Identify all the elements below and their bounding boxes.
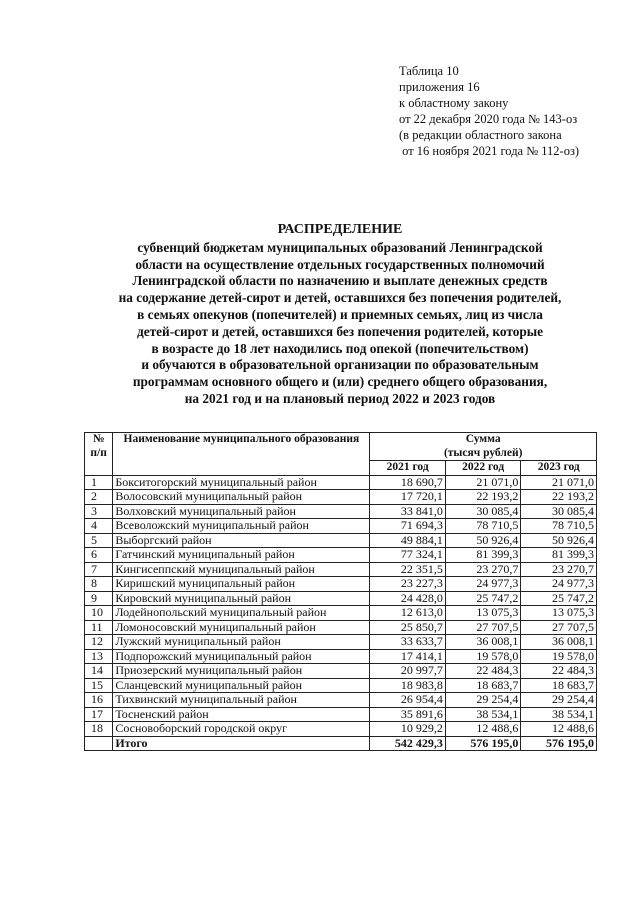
row-number: 17 xyxy=(85,707,113,722)
row-value-2022: 23 270,7 xyxy=(445,562,521,577)
header-line: (в редакции областного закона xyxy=(399,128,562,142)
row-value-2023: 23 270,7 xyxy=(521,562,597,577)
header-line: от 22 декабря 2020 года № 143-оз xyxy=(399,112,578,126)
table-row xyxy=(85,635,597,650)
header-year-2022: 2022 год xyxy=(445,461,521,476)
row-value-2021: 25 850,7 xyxy=(370,620,446,635)
row-value-2023: 30 085,4 xyxy=(521,504,597,519)
row-value-2021: 17 720,1 xyxy=(370,490,446,505)
table-row xyxy=(85,519,597,534)
row-value-2023: 50 926,4 xyxy=(521,533,597,548)
row-value-2023: 21 071,0 xyxy=(521,475,597,490)
header-year-2023: 2023 год xyxy=(521,461,597,476)
row-name: Гатчинский муниципальный район xyxy=(113,548,370,563)
row-value-2023: 12 488,6 xyxy=(521,722,597,737)
row-value-2023: 13 075,3 xyxy=(521,606,597,621)
title-line: и обучаются в образовательной организации по образовательным xyxy=(141,357,539,373)
total-number xyxy=(85,736,113,751)
row-value-2023: 81 399,3 xyxy=(521,548,597,563)
row-name: Сосновоборский городской округ xyxy=(113,722,370,737)
table-row xyxy=(85,664,597,679)
appendix-header xyxy=(399,63,579,159)
row-value-2022: 81 399,3 xyxy=(445,548,521,563)
total-value-2021: 542 429,3 xyxy=(370,736,446,751)
row-number: 6 xyxy=(85,548,113,563)
row-value-2022: 25 747,2 xyxy=(445,591,521,606)
table-row xyxy=(85,490,597,505)
row-number: 11 xyxy=(85,620,113,635)
row-value-2023: 19 578,0 xyxy=(521,649,597,664)
row-value-2022: 18 683,7 xyxy=(445,678,521,693)
row-value-2022: 13 075,3 xyxy=(445,606,521,621)
header-number: № п/п xyxy=(85,433,113,476)
row-number: 9 xyxy=(85,591,113,606)
row-value-2021: 20 997,7 xyxy=(370,664,446,679)
row-value-2022: 27 707,5 xyxy=(445,620,521,635)
title-line: программам основного общего и (или) среднего общего образования, xyxy=(132,374,548,390)
row-number: 10 xyxy=(85,606,113,621)
row-value-2023: 38 534,1 xyxy=(521,707,597,722)
row-value-2021: 18 690,7 xyxy=(370,475,446,490)
total-value-2023: 576 195,0 xyxy=(521,736,597,751)
row-value-2022: 36 008,1 xyxy=(445,635,521,650)
row-value-2022: 22 193,2 xyxy=(445,490,521,505)
row-name: Ломоносовский муниципальный район xyxy=(113,620,370,635)
title-line: Ленинградской области по назначению и выплате денежных средств xyxy=(132,273,548,289)
row-value-2023: 36 008,1 xyxy=(521,635,597,650)
row-number: 2 xyxy=(85,490,113,505)
row-value-2023: 18 683,7 xyxy=(521,678,597,693)
row-name: Киришский муниципальный район xyxy=(113,577,370,592)
title-line: на 2021 год и на плановый период 2022 и 2023 годов xyxy=(184,390,496,406)
header-year-2021: 2021 год xyxy=(370,461,446,476)
table-row xyxy=(85,707,597,722)
table-row xyxy=(85,620,597,635)
row-value-2023: 22 193,2 xyxy=(521,490,597,505)
row-number: 4 xyxy=(85,519,113,534)
row-value-2022: 29 254,4 xyxy=(445,693,521,708)
row-value-2022: 12 488,6 xyxy=(445,722,521,737)
title-main: РАСПРЕДЕЛЕНИЕ xyxy=(277,222,403,237)
row-value-2023: 27 707,5 xyxy=(521,620,597,635)
row-value-2022: 50 926,4 xyxy=(445,533,521,548)
row-number: 8 xyxy=(85,577,113,592)
distribution-table xyxy=(84,432,597,751)
table-row xyxy=(85,606,597,621)
header-line: Таблица 10 xyxy=(399,64,459,78)
row-value-2022: 22 484,3 xyxy=(445,664,521,679)
table-row xyxy=(85,475,597,490)
header-line: от 16 ноября 2021 года № 112-оз) xyxy=(399,144,580,158)
document-title xyxy=(80,222,600,408)
row-value-2021: 24 428,0 xyxy=(370,591,446,606)
row-value-2023: 78 710,5 xyxy=(521,519,597,534)
table-row xyxy=(85,722,597,737)
table-row xyxy=(85,693,597,708)
table-body xyxy=(85,475,597,751)
row-value-2021: 71 694,3 xyxy=(370,519,446,534)
row-number: 5 xyxy=(85,533,113,548)
row-number: 13 xyxy=(85,649,113,664)
title-line: области на осуществление отдельных государственных полномочий xyxy=(135,256,545,272)
row-value-2021: 17 414,1 xyxy=(370,649,446,664)
row-value-2022: 78 710,5 xyxy=(445,519,521,534)
row-value-2023: 22 484,3 xyxy=(521,664,597,679)
table-row xyxy=(85,591,597,606)
row-value-2023: 24 977,3 xyxy=(521,577,597,592)
total-label: Итого xyxy=(113,736,370,751)
row-value-2021: 18 983,8 xyxy=(370,678,446,693)
row-number: 1 xyxy=(85,475,113,490)
row-name: Кировский муниципальный район xyxy=(113,591,370,606)
row-value-2021: 26 954,4 xyxy=(370,693,446,708)
row-name: Тосненский район xyxy=(113,707,370,722)
table-row xyxy=(85,533,597,548)
table-row xyxy=(85,577,597,592)
header-sum-label: Сумма xyxy=(465,433,501,445)
row-value-2023: 25 747,2 xyxy=(521,591,597,606)
header-sum xyxy=(370,433,597,461)
table-row xyxy=(85,548,597,563)
row-name: Сланцевский муниципальный район xyxy=(113,678,370,693)
row-name: Лужский муниципальный район xyxy=(113,635,370,650)
row-value-2021: 12 613,0 xyxy=(370,606,446,621)
row-name: Лодейнопольский муниципальный район xyxy=(113,606,370,621)
row-name: Тихвинский муниципальный район xyxy=(113,693,370,708)
total-value-2022: 576 195,0 xyxy=(445,736,521,751)
row-number: 7 xyxy=(85,562,113,577)
title-line: в семьях опекунов (попечителей) и приемных семьях, лиц из числа xyxy=(137,306,543,322)
row-name: Кингисеппский муниципальный район xyxy=(113,562,370,577)
header-line: приложения 16 xyxy=(399,80,480,94)
table-row xyxy=(85,678,597,693)
row-number: 18 xyxy=(85,722,113,737)
row-name: Всеволожский муниципальный район xyxy=(113,519,370,534)
row-value-2022: 19 578,0 xyxy=(445,649,521,664)
row-number: 14 xyxy=(85,664,113,679)
row-name: Приозерский муниципальный район xyxy=(113,664,370,679)
title-line: субвенций бюджетам муниципальных образований Ленинградской xyxy=(137,239,543,255)
row-value-2022: 38 534,1 xyxy=(445,707,521,722)
row-number: 16 xyxy=(85,693,113,708)
row-value-2023: 29 254,4 xyxy=(521,693,597,708)
header-line: к областному закону xyxy=(399,96,509,110)
row-value-2021: 49 884,1 xyxy=(370,533,446,548)
row-number: 15 xyxy=(85,678,113,693)
table-row xyxy=(85,649,597,664)
header-sum-unit: (тысяч рублей) xyxy=(443,446,523,459)
row-value-2021: 22 351,5 xyxy=(370,562,446,577)
row-number: 12 xyxy=(85,635,113,650)
row-name: Подпорожский муниципальный район xyxy=(113,649,370,664)
row-name: Выборгский район xyxy=(113,533,370,548)
table-row xyxy=(85,504,597,519)
row-value-2021: 10 929,2 xyxy=(370,722,446,737)
title-line: детей-сирот и детей, оставшихся без попечения родителей, которые xyxy=(136,323,544,339)
row-number: 3 xyxy=(85,504,113,519)
row-value-2021: 35 891,6 xyxy=(370,707,446,722)
total-row xyxy=(85,736,597,751)
row-name: Бокситогорский муниципальный район xyxy=(113,475,370,490)
row-name: Волосовский муниципальный район xyxy=(113,490,370,505)
header-name: Наименование муниципального образования xyxy=(113,433,370,476)
row-value-2022: 21 071,0 xyxy=(445,475,521,490)
title-line: на содержание детей-сирот и детей, оставшихся без попечения родителей, xyxy=(118,290,562,306)
row-value-2022: 24 977,3 xyxy=(445,577,521,592)
table-row xyxy=(85,562,597,577)
row-value-2021: 23 227,3 xyxy=(370,577,446,592)
row-name: Волховский муниципальный район xyxy=(113,504,370,519)
row-value-2021: 33 633,7 xyxy=(370,635,446,650)
row-value-2022: 30 085,4 xyxy=(445,504,521,519)
row-value-2021: 77 324,1 xyxy=(370,548,446,563)
title-line: в возрасте до 18 лет находились под опекой (попечительством) xyxy=(151,340,529,356)
row-value-2021: 33 841,0 xyxy=(370,504,446,519)
